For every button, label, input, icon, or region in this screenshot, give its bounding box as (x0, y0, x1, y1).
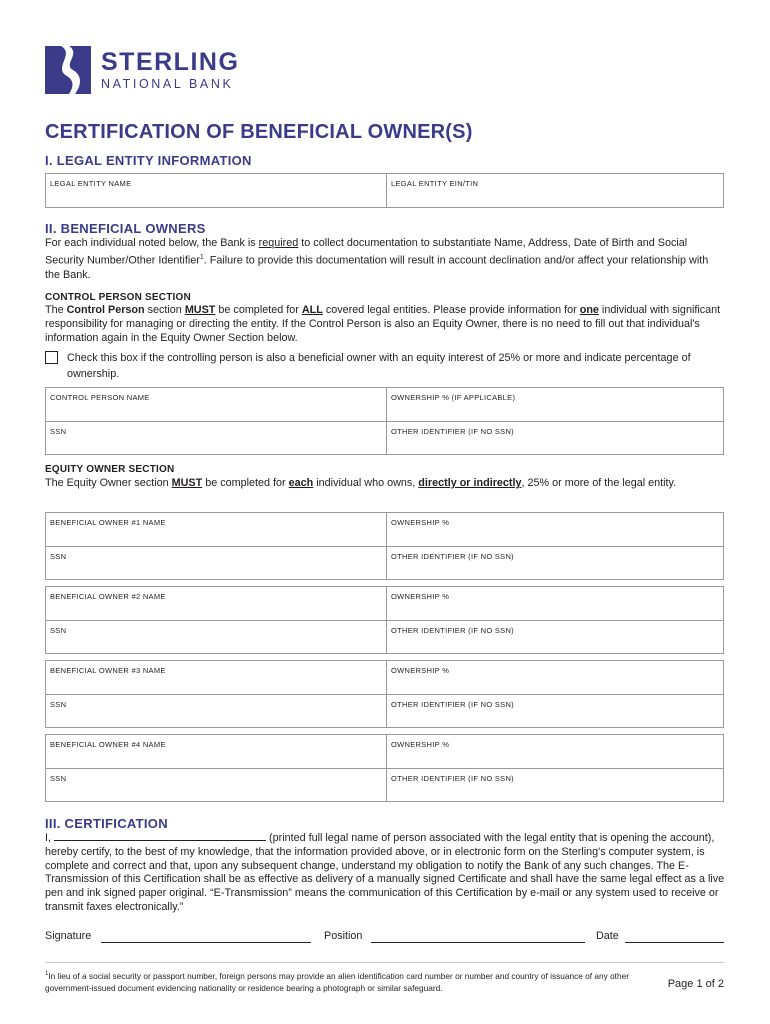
text-must: MUST (171, 477, 203, 489)
owner-4-other-id-field[interactable] (386, 769, 723, 801)
field-label: OTHER IDENTIFIER (IF NO SSN) (391, 626, 514, 635)
field-label: OTHER IDENTIFIER (IF NO SSN) (391, 552, 514, 561)
logo-name: STERLING (101, 47, 240, 76)
field-label: SSN (50, 427, 67, 436)
field-label: OWNERSHIP % (IF APPLICABLE) (391, 393, 516, 402)
field-label: OWNERSHIP % (391, 740, 450, 749)
field-label: SSN (50, 700, 67, 709)
text: individual with significant responsibility for managing or directing the entity. If the Control Person is also an Equity Owner, there is no need to fill out that individual's information again in the Equity Owner Section below. (45, 304, 721, 344)
field-label: OWNERSHIP % (391, 518, 450, 527)
field-label: OTHER IDENTIFIER (IF NO SSN) (391, 427, 514, 436)
field-label: SSN (50, 774, 67, 783)
section-2-heading: II. BENEFICIAL OWNERS (45, 221, 206, 236)
date-line[interactable] (625, 942, 724, 943)
owner-4-ssn-field[interactable] (46, 769, 386, 801)
owner-1-name-field[interactable] (46, 513, 386, 546)
control-person-name-field[interactable] (46, 388, 386, 421)
equity-owner-heading: EQUITY OWNER SECTION (45, 464, 175, 475)
field-label: BENEFICIAL OWNER #1 NAME (50, 518, 166, 527)
footnote-marker: 1 (45, 971, 49, 977)
field-label: OWNERSHIP % (391, 592, 450, 601)
owner-3-name-field[interactable] (46, 661, 386, 694)
field-label: OWNERSHIP % (391, 666, 450, 675)
footer-divider (45, 962, 724, 963)
beneficial-owner-2-grid (45, 586, 724, 654)
field-label: BENEFICIAL OWNER #2 NAME (50, 592, 166, 601)
text: section (144, 304, 185, 316)
text: (printed full legal name of person associated with the legal entity that is opening the account), hereby certify, to the best of my knowledge, that the information provided above, or in electronic form on the Sterling's computer system, is complete and correct and that, upon any subsequent change, understand my obligation to notify the Bank of any such changes. The E-Transmission of this Certification shall be as effective as delivery of a manually signed Certificate and shall have the same legal effect as a live pen and ink signed paper original. “E-Transmission” means the communication of this Certification by e-mail or any system used to receive or transmit faxes electronically.” (45, 832, 725, 913)
position-line[interactable] (371, 942, 585, 943)
intro-required: required (258, 237, 299, 249)
text: The (45, 304, 67, 316)
control-person-ssn-field[interactable] (46, 422, 386, 454)
printed-name-blank[interactable] (54, 831, 266, 841)
text-directly: directly or indirectly (418, 477, 522, 489)
section-1-heading: I. LEGAL ENTITY INFORMATION (45, 153, 252, 168)
text: I, (45, 832, 54, 844)
control-person-other-id-field[interactable] (386, 422, 723, 454)
owner-3-ownership-field[interactable] (386, 661, 723, 694)
document-title: CERTIFICATION OF BENEFICIAL OWNER(S) (45, 121, 473, 143)
beneficial-owners-intro (45, 236, 725, 282)
section-3-heading: III. CERTIFICATION (45, 816, 168, 831)
legal-entity-ein-field[interactable] (386, 174, 723, 207)
text: individual who owns, (313, 477, 419, 489)
control-person-instructions (45, 304, 725, 345)
beneficial-owner-4-grid (45, 734, 724, 802)
owner-2-ssn-field[interactable] (46, 621, 386, 653)
text: The Equity Owner section (45, 477, 172, 489)
text-all: ALL (301, 304, 323, 316)
bank-logo (45, 46, 239, 94)
position-label: Position (324, 930, 363, 942)
beneficial-owner-3-grid (45, 660, 724, 728)
field-label: LEGAL ENTITY EIN/TIN (391, 179, 479, 188)
equity-owner-instructions (45, 477, 725, 491)
text-one: one (579, 304, 599, 316)
text-must: MUST (184, 304, 216, 316)
legal-entity-name-field[interactable] (46, 174, 386, 207)
certification-text (45, 831, 725, 915)
owner-1-ssn-field[interactable] (46, 547, 386, 579)
sterling-s-logo-icon (45, 46, 91, 94)
control-person-grid (45, 387, 724, 455)
intro-text: For each individual noted below, the Bank is (45, 237, 259, 249)
text-each: each (288, 477, 314, 489)
intro-text: to collect documentation to substantiate Name, Address, Date of Birth and Social Security Number/Other Identifier (45, 237, 688, 267)
control-person-heading: CONTROL PERSON SECTION (45, 292, 191, 303)
owner-1-other-id-field[interactable] (386, 547, 723, 579)
control-person-equity-checkbox[interactable] (45, 351, 58, 364)
beneficial-owner-1-grid (45, 512, 724, 580)
text-bold: Control Person (66, 304, 145, 316)
legal-entity-grid (45, 173, 724, 208)
owner-1-ownership-field[interactable] (386, 513, 723, 546)
field-label: LEGAL ENTITY NAME (50, 179, 132, 188)
page-number: Page 1 of 2 (667, 978, 724, 990)
date-label: Date (596, 930, 619, 942)
field-label: CONTROL PERSON NAME (50, 393, 150, 402)
text: be completed for (215, 304, 302, 316)
signature-line[interactable] (101, 942, 311, 943)
owner-2-other-id-field[interactable] (386, 621, 723, 653)
text: covered legal entities. Please provide information for (322, 304, 580, 316)
logo-subtitle: NATIONAL BANK (101, 76, 234, 91)
owner-3-ssn-field[interactable] (46, 695, 386, 727)
text: be completed for (202, 477, 289, 489)
owner-3-other-id-field[interactable] (386, 695, 723, 727)
field-label: BENEFICIAL OWNER #4 NAME (50, 740, 166, 749)
footnote-text: In lieu of a social security or passport number, foreign persons may provide an alien identification card number or number and country of issuance of any other government-issued document evidencing nationality or residence bearing a photograph or similar safeguard. (45, 970, 629, 993)
footnote-marker: 1 (199, 253, 204, 261)
signature-row (45, 930, 725, 946)
intro-text: . Failure to provide this documentation will result in account declination and/or affect your relationship with the Bank. (45, 254, 709, 281)
footnote (45, 968, 645, 994)
owner-4-ownership-field[interactable] (386, 735, 723, 768)
owner-2-ownership-field[interactable] (386, 587, 723, 620)
owner-4-name-field[interactable] (46, 735, 386, 768)
field-label: SSN (50, 626, 67, 635)
control-person-ownership-field[interactable] (386, 388, 723, 421)
field-label: BENEFICIAL OWNER #3 NAME (50, 666, 166, 675)
text: , 25% or more of the legal entity. (521, 477, 677, 489)
field-label: OTHER IDENTIFIER (IF NO SSN) (391, 774, 514, 783)
owner-2-name-field[interactable] (46, 587, 386, 620)
field-label: OTHER IDENTIFIER (IF NO SSN) (391, 700, 514, 709)
field-label: SSN (50, 552, 67, 561)
signature-label: Signature (45, 930, 92, 942)
checkbox-label: Check this box if the controlling person is also a beneficial owner with an equity interest of 25% or more and indicate percentage of ownership. (67, 352, 691, 380)
